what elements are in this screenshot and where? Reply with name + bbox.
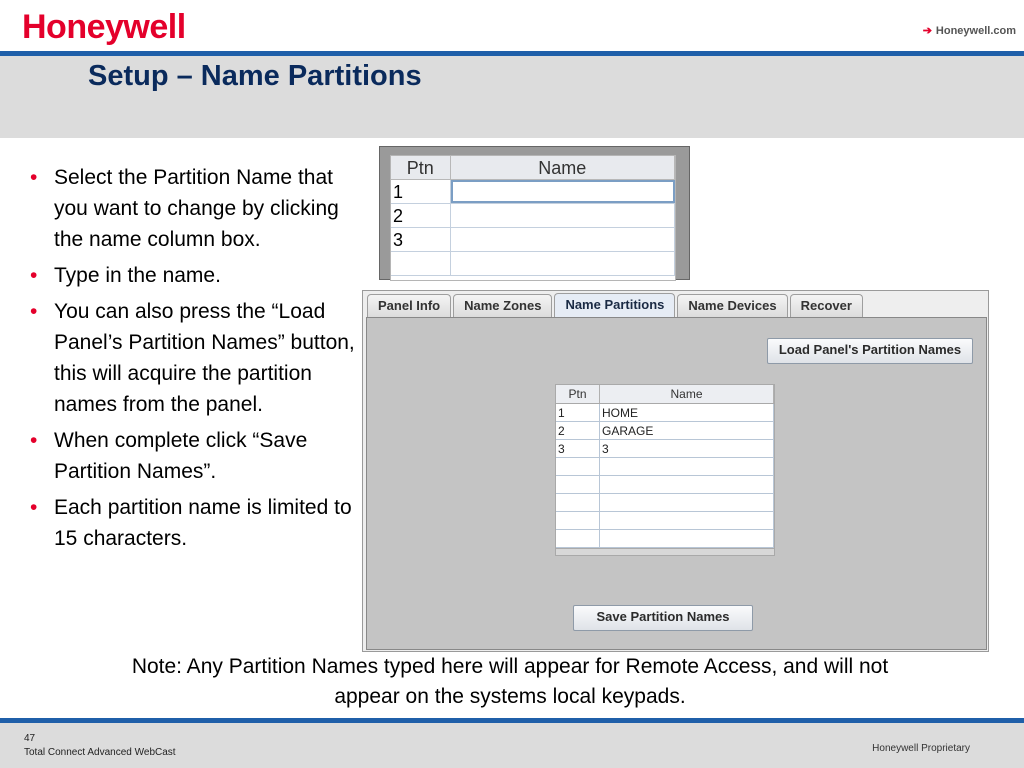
name-cell[interactable] (600, 494, 774, 511)
partition-table-zoom (390, 155, 676, 281)
zoomed-partition-table (379, 146, 690, 280)
tab-content-panel (366, 317, 987, 650)
ptn-cell (556, 530, 600, 547)
name-cell[interactable] (451, 228, 675, 251)
tab-panel-info[interactable]: Panel Info (367, 294, 451, 317)
bullet-icon: • (30, 300, 38, 323)
tab-name-partitions[interactable]: Name Partitions (554, 293, 675, 318)
table-row[interactable] (556, 422, 774, 440)
table-row[interactable] (556, 404, 774, 422)
table-header (391, 156, 675, 180)
save-partition-names-button[interactable]: Save Partition Names (573, 605, 753, 631)
tab-name-zones[interactable]: Name Zones (453, 294, 552, 317)
honeywell-link[interactable] (923, 24, 1016, 37)
bullet-text: When complete click “Save Partition Names”. (54, 429, 308, 483)
bullet-text: Each partition name is limited to 15 characters. (54, 496, 352, 550)
ptn-cell (556, 512, 600, 529)
horizontal-scrollbar[interactable] (556, 548, 774, 555)
name-cell[interactable] (600, 476, 774, 493)
tab-bar (367, 294, 865, 318)
ptn-cell (391, 252, 451, 275)
name-cell[interactable]: HOME (600, 404, 774, 421)
column-header-name[interactable]: Name (451, 156, 675, 179)
ptn-cell: 2 (391, 204, 451, 227)
bullet-text: Select the Partition Name that you want to change by clicking the name column box. (54, 166, 339, 251)
list-item (28, 162, 358, 255)
ptn-cell: 1 (391, 180, 451, 203)
table-row[interactable] (391, 180, 675, 204)
table-row[interactable] (556, 530, 774, 548)
bullet-text: Type in the name. (54, 264, 221, 287)
table-row[interactable] (391, 228, 675, 252)
table-row[interactable] (556, 512, 774, 530)
table-row[interactable] (556, 494, 774, 512)
arrow-right-icon: ➔ (922, 25, 932, 37)
ptn-cell: 1 (556, 404, 600, 421)
instruction-list (28, 162, 358, 559)
footer-band (0, 723, 1024, 768)
table-row[interactable] (556, 440, 774, 458)
ptn-cell: 3 (556, 440, 600, 457)
list-item (28, 425, 358, 487)
bullet-text: You can also press the “Load Panel’s Partition Names” button, this will acquire the partition names from the panel. (54, 300, 355, 416)
column-header-ptn[interactable]: Ptn (556, 385, 600, 403)
name-cell-selected[interactable] (451, 180, 675, 203)
ptn-cell (556, 458, 600, 475)
bullet-icon: • (30, 166, 38, 189)
name-cell[interactable] (451, 204, 675, 227)
name-cell[interactable] (600, 512, 774, 529)
honeywell-logo: Honeywell (22, 8, 186, 46)
name-cell[interactable] (600, 458, 774, 475)
ptn-cell: 3 (391, 228, 451, 251)
partition-names-table (555, 384, 775, 556)
column-header-name[interactable]: Name (600, 385, 774, 403)
list-item (28, 296, 358, 420)
slide-title: Setup – Name Partitions (88, 60, 422, 92)
ptn-cell: 2 (556, 422, 600, 439)
table-row[interactable] (391, 252, 675, 276)
list-item (28, 260, 358, 291)
load-partition-names-button[interactable]: Load Panel's Partition Names (767, 338, 973, 364)
ptn-cell (556, 494, 600, 511)
name-cell[interactable]: GARAGE (600, 422, 774, 439)
bullet-icon: • (30, 496, 38, 519)
table-row[interactable] (556, 458, 774, 476)
page-number: 47 (24, 733, 36, 744)
bullet-icon: • (30, 429, 38, 452)
note-text: Note: Any Partition Names typed here will appear for Remote Access, and will not appear on the systems local keypads. (131, 655, 889, 708)
table-row[interactable] (391, 204, 675, 228)
ptn-cell (556, 476, 600, 493)
bullet-icon: • (30, 264, 38, 287)
app-window (362, 290, 989, 652)
column-header-ptn[interactable]: Ptn (391, 156, 451, 179)
name-cell[interactable] (451, 252, 675, 275)
tab-recover[interactable]: Recover (790, 294, 863, 317)
tab-name-devices[interactable]: Name Devices (677, 294, 787, 317)
name-cell[interactable] (600, 530, 774, 547)
name-cell[interactable]: 3 (600, 440, 774, 457)
list-item (28, 492, 358, 554)
table-header (556, 385, 774, 404)
proprietary-label: Honeywell Proprietary (872, 743, 970, 754)
table-row[interactable] (556, 476, 774, 494)
footer-title: Total Connect Advanced WebCast (24, 747, 176, 758)
honeywell-link-label: Honeywell.com (935, 25, 1016, 37)
